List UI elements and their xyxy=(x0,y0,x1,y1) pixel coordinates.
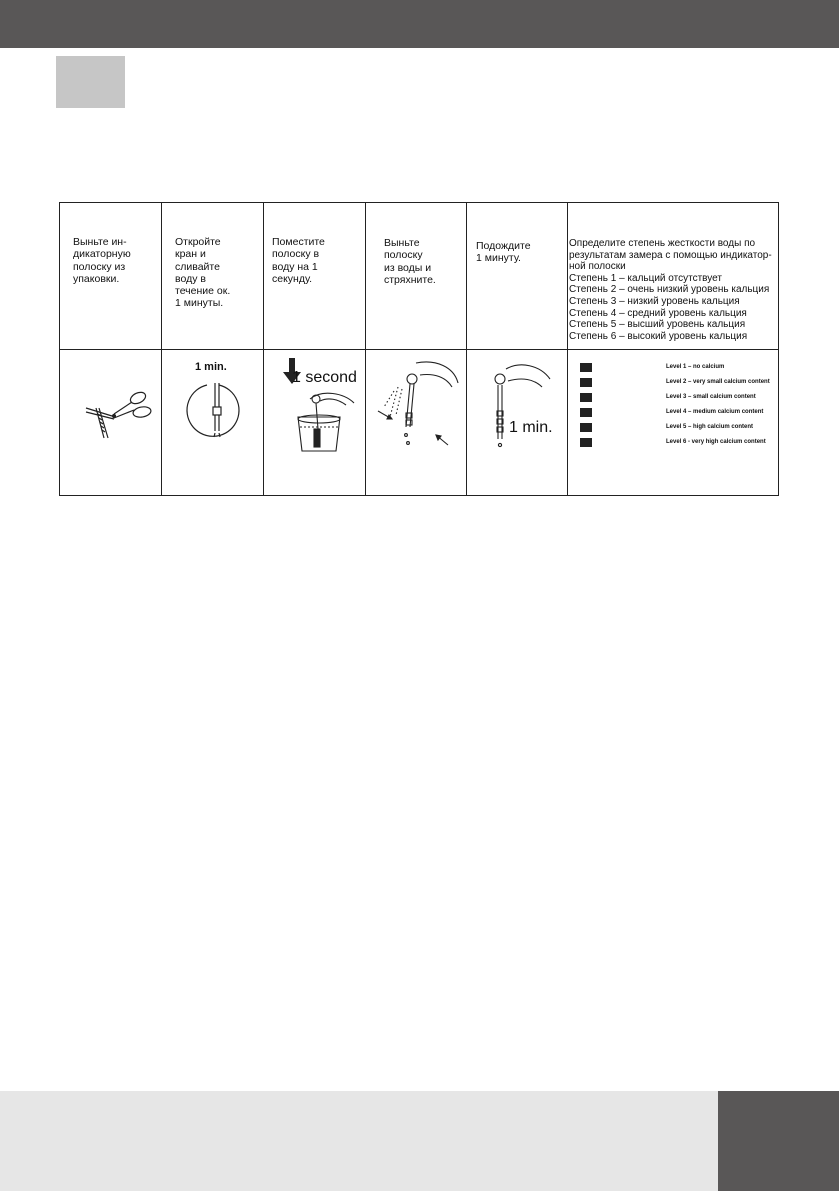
glass-dip-icon xyxy=(292,389,358,453)
step-5-text: Подождите 1 минуту. xyxy=(476,240,531,265)
step-3-time-label: 1 second xyxy=(292,369,357,386)
result-line: ной полоски xyxy=(569,261,626,273)
row-divider xyxy=(60,349,778,350)
footer-bar xyxy=(0,1091,839,1191)
level-label: Level 2 – very small calcium content xyxy=(666,379,770,385)
level-strip-4 xyxy=(580,408,592,417)
level-label: Level 6 - very high calcium content xyxy=(666,439,766,445)
step-6-text xyxy=(569,238,772,342)
level-strip-1 xyxy=(580,363,592,372)
result-line: Степень 3 – низкий уровень кальция xyxy=(569,295,740,307)
level-label: Level 4 – medium calcium content xyxy=(666,409,764,415)
result-line: Степень 6 – высокий уровень кальция xyxy=(569,330,748,342)
step-5-time-label: 1 min. xyxy=(509,419,553,436)
hand-shake-strip-icon xyxy=(376,357,460,453)
scissors-icon xyxy=(74,368,154,440)
level-strip-6 xyxy=(580,438,592,447)
result-line: результатам замера с помощью индикатор- xyxy=(569,249,772,261)
step-4-text: Выньте полоску из воды и стряхните. xyxy=(384,237,436,286)
level-label: Level 1 – no calcium xyxy=(666,364,725,370)
faucet-hose-icon xyxy=(185,381,245,441)
instruction-table xyxy=(59,202,779,496)
step-2-text: Откройте кран и сливайте воду в течение ок. 1 минуты. xyxy=(175,236,231,310)
result-line: Степень 1 – кальций отсутствует xyxy=(569,272,722,284)
page-number-box xyxy=(718,1091,839,1191)
level-strip-3 xyxy=(580,393,592,402)
result-line: Степень 2 – очень низкий уровень кальция xyxy=(569,284,770,296)
step-2-time-label: 1 min. xyxy=(195,361,227,373)
result-line: Степень 5 – высший уровень кальция xyxy=(569,319,746,331)
level-label: Level 3 – small calcium content xyxy=(666,394,756,400)
hand-hold-strip-icon xyxy=(488,361,558,453)
step-1-text: Выньте ин- дикаторную полоску из упаковки. xyxy=(73,236,131,285)
result-line: Степень 4 – средний уровень кальция xyxy=(569,307,747,319)
calcium-level-chart xyxy=(568,363,778,453)
level-label: Level 5 – high calcium content xyxy=(666,424,754,430)
header-bar xyxy=(0,0,839,48)
step-3-text: Поместите полоску в воду на 1 секунду. xyxy=(272,236,325,285)
section-badge xyxy=(56,56,125,108)
level-strip-2 xyxy=(580,378,592,387)
level-strip-5 xyxy=(580,423,592,432)
result-line: Определите степень жесткости воды по xyxy=(569,238,756,249)
